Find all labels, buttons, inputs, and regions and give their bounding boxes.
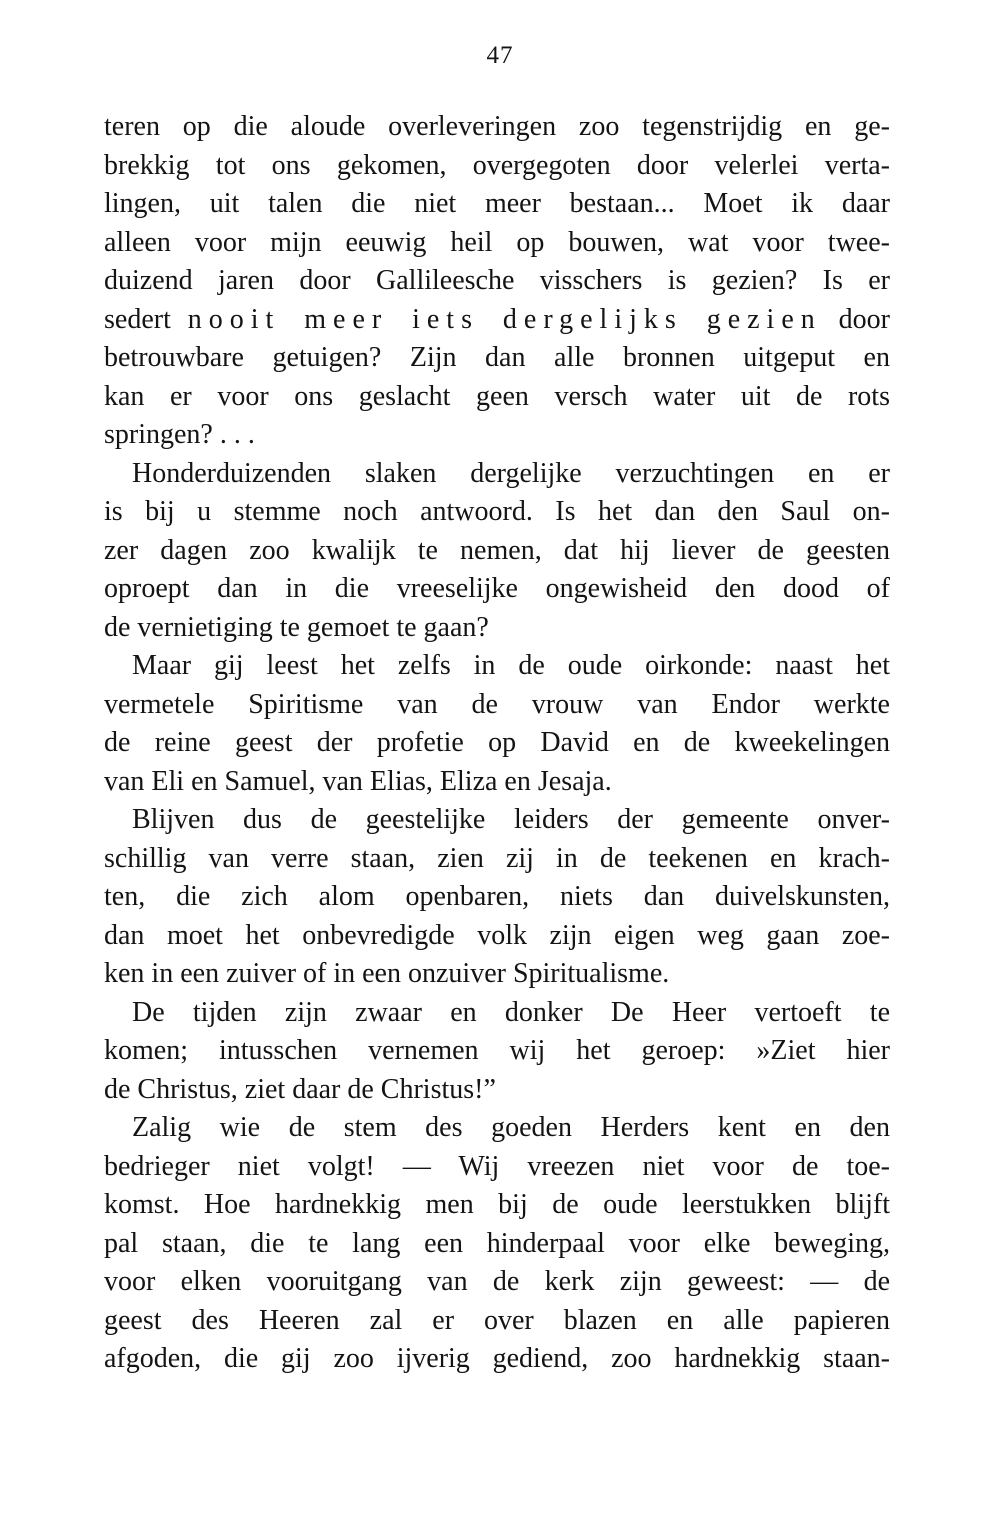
text-line: De tijden zijn zwaar en donker De Heer vertoeft te: [132, 996, 890, 1028]
text-line: komen; intusschen vernemen wij het geroep: »Ziet hier: [104, 1035, 890, 1066]
text-line: is bij u stemme noch antwoord. Is het dan den Saul on-: [104, 496, 890, 527]
text-line: zer dagen zoo kwalijk te nemen, dat hij liever de geesten: [104, 534, 890, 566]
text-line: springen? . . .: [104, 419, 255, 450]
text-line: Maar gij leest het zelfs in de oude oirkonde: naast het: [132, 650, 890, 681]
text-line: dan moet het onbevredigde volk zijn eigen weg gaan zoe-: [104, 919, 890, 951]
text-line: Honderduizenden slaken dergelijke verzuchtingen en er: [132, 457, 890, 489]
page-number: 47: [486, 42, 514, 69]
text-line: voor elken vooruitgang van de kerk zijn geweest: — de: [104, 1266, 890, 1297]
text-line: bedrieger niet volgt! — Wij vreezen niet voor de toe-: [104, 1150, 890, 1182]
text-line: pal staan, die te lang een hinderpaal voor elke beweging,: [104, 1227, 890, 1259]
text-line: ten, die zich alom openbaren, niets dan duivelskunsten,: [104, 881, 890, 912]
text-line: schillig van verre staan, zien zij in de teekenen en krach-: [104, 842, 890, 874]
text-line: oproept dan in die vreeselijke ongewisheid den dood of: [104, 573, 890, 604]
text-line: komst. Hoe hardnekkig men bij de oude leerstukken blijft: [104, 1189, 890, 1220]
text-fragment: door: [838, 303, 890, 335]
text-line: teren op die aloude overleveringen zoo tegenstrijdig en ge-: [104, 111, 890, 142]
text-line: de Christus, ziet daar de Christus!”: [104, 1073, 496, 1105]
text-line: de vernietiging te gemoet te gaan?: [104, 611, 489, 643]
text-line: van Eli en Samuel, van Elias, Eliza en Jesaja.: [104, 765, 612, 797]
body-text: [104, 108, 890, 1379]
text-line: alleen voor mijn eeuwig heil op bouwen, wat voor twee-: [104, 226, 890, 258]
text-line: Zalig wie de stem des goeden Herders kent en den: [132, 1112, 890, 1143]
text-line: ken in een zuiver of in een onzuiver Spiritualisme.: [104, 958, 670, 989]
text-fragment: sedert: [104, 303, 171, 335]
text-line: kan er voor ons geslacht geen versch water uit de rots: [104, 380, 890, 412]
text-line: afgoden, die gij zoo ijverig gediend, zoo hardnekkig staan-: [104, 1343, 890, 1374]
text-line: de reine geest der profetie op David en de kweekelingen: [104, 727, 890, 758]
emphasized-text: nooit meer iets dergelijks gezien: [187, 303, 822, 335]
text-line: betrouwbare getuigen? Zijn dan alle bronnen uitgeput en: [104, 342, 890, 373]
text-line: geest des Heeren zal er over blazen en alle papieren: [104, 1304, 890, 1336]
text-line: vermetele Spiritisme van de vrouw van Endor werkte: [104, 688, 890, 720]
text-line: brekkig tot ons gekomen, overgegoten door velerlei verta-: [104, 149, 890, 181]
text-line: lingen, uit talen die niet meer bestaan... Moet ik daar: [104, 188, 890, 219]
text-line: Blijven dus de geestelijke leiders der gemeente onver-: [132, 804, 890, 835]
text-line: [104, 301, 890, 340]
text-line: duizend jaren door Gallileesche visschers is gezien? Is er: [104, 265, 890, 296]
